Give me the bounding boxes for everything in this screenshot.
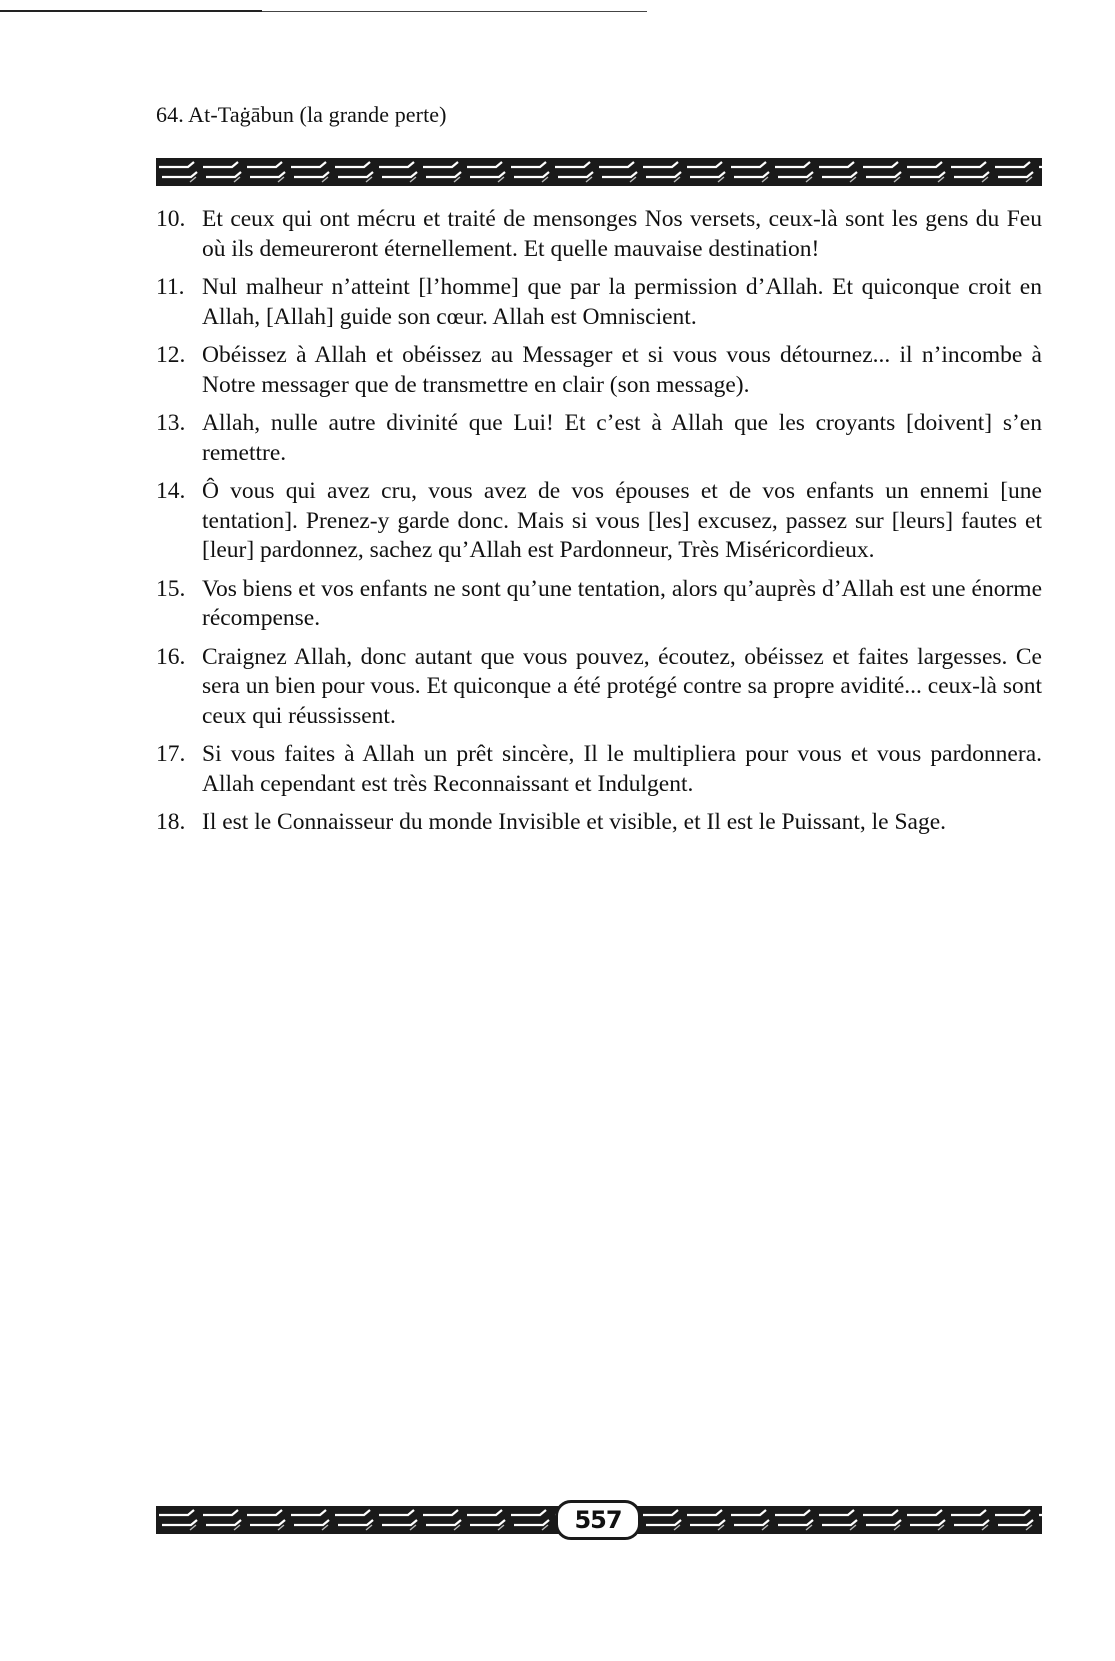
top-rule	[0, 10, 262, 12]
verse-text: Allah, nulle autre divinité que Lui! Et c’est à Allah que les croyants [doivent] s’en remettre.	[202, 410, 1042, 466]
verse-text: Vos biens et vos enfants ne sont qu’une tentation, alors qu’auprès d’Allah est une énorme récompense.	[202, 575, 1042, 631]
verse-13	[156, 409, 1042, 468]
verse-11	[156, 273, 1042, 332]
page-number: 557	[555, 1500, 641, 1540]
verse-text: Si vous faites à Allah un prêt sincère, Il le multipliera pour vous et vous pardonnera. Allah cependant est très Reconnaissant et Indulgent.	[202, 741, 1042, 797]
verse-number: 10.	[156, 206, 186, 232]
verse-10	[156, 205, 1042, 264]
verse-text: Ô vous qui avez cru, vous avez de vos épouses et de vos enfants un ennemi [une tentation]. Prenez-y garde donc. Mais si vous [les] excusez, passez sur [leurs] fautes et [leur] pardonnez, sachez qu’Allah est Pardonneur, Très Miséricordieux.	[202, 478, 1042, 563]
verse-number: 12.	[156, 342, 186, 368]
verse-15	[156, 575, 1042, 634]
verse-17	[156, 740, 1042, 799]
verse-number: 16.	[156, 643, 186, 670]
verse-text: Nul malheur n’atteint [l’homme] que par la permission d’Allah. Et quiconque croit en Allah, [Allah] guide son cœur. Allah est Omniscient.	[202, 274, 1042, 330]
verse-number: 14.	[156, 478, 186, 504]
verse-12	[156, 341, 1042, 400]
top-rule-thin	[262, 11, 647, 12]
verse-16	[156, 643, 1042, 732]
verse-number: 13.	[156, 410, 186, 436]
ornamental-band-top	[156, 158, 1042, 186]
verse-text: Il est le Connaisseur du monde Invisible et visible, et Il est le Puissant, le Sage.	[202, 809, 947, 835]
verse-number: 15.	[156, 575, 186, 602]
verse-number: 11.	[156, 274, 185, 300]
running-head: 64. At-Taġābun (la grande perte)	[156, 102, 447, 127]
verse-text: Obéissez à Allah et obéissez au Messager et si vous vous détournez... il n’incombe à Notre messager que de transmettre en clair (son message).	[202, 342, 1042, 398]
verse-list	[156, 205, 1042, 847]
verse-text: Et ceux qui ont mécru et traité de mensonges Nos versets, ceux-là sont les gens du Feu où ils demeureront éternellement. Et quelle mauvaise destination!	[202, 206, 1042, 262]
verse-18	[156, 808, 1042, 838]
verse-text: Craignez Allah, donc autant que vous pouvez, écoutez, obéissez et faites largesses. Ce sera un bien pour vous. Et quiconque a été protégé contre sa propre avidité... ceux-là sont ceux qui réussissent.	[202, 643, 1042, 729]
verse-number: 18.	[156, 809, 186, 835]
verse-14	[156, 477, 1042, 566]
chain-ornament-icon	[156, 158, 1042, 186]
verse-number: 17.	[156, 741, 186, 767]
